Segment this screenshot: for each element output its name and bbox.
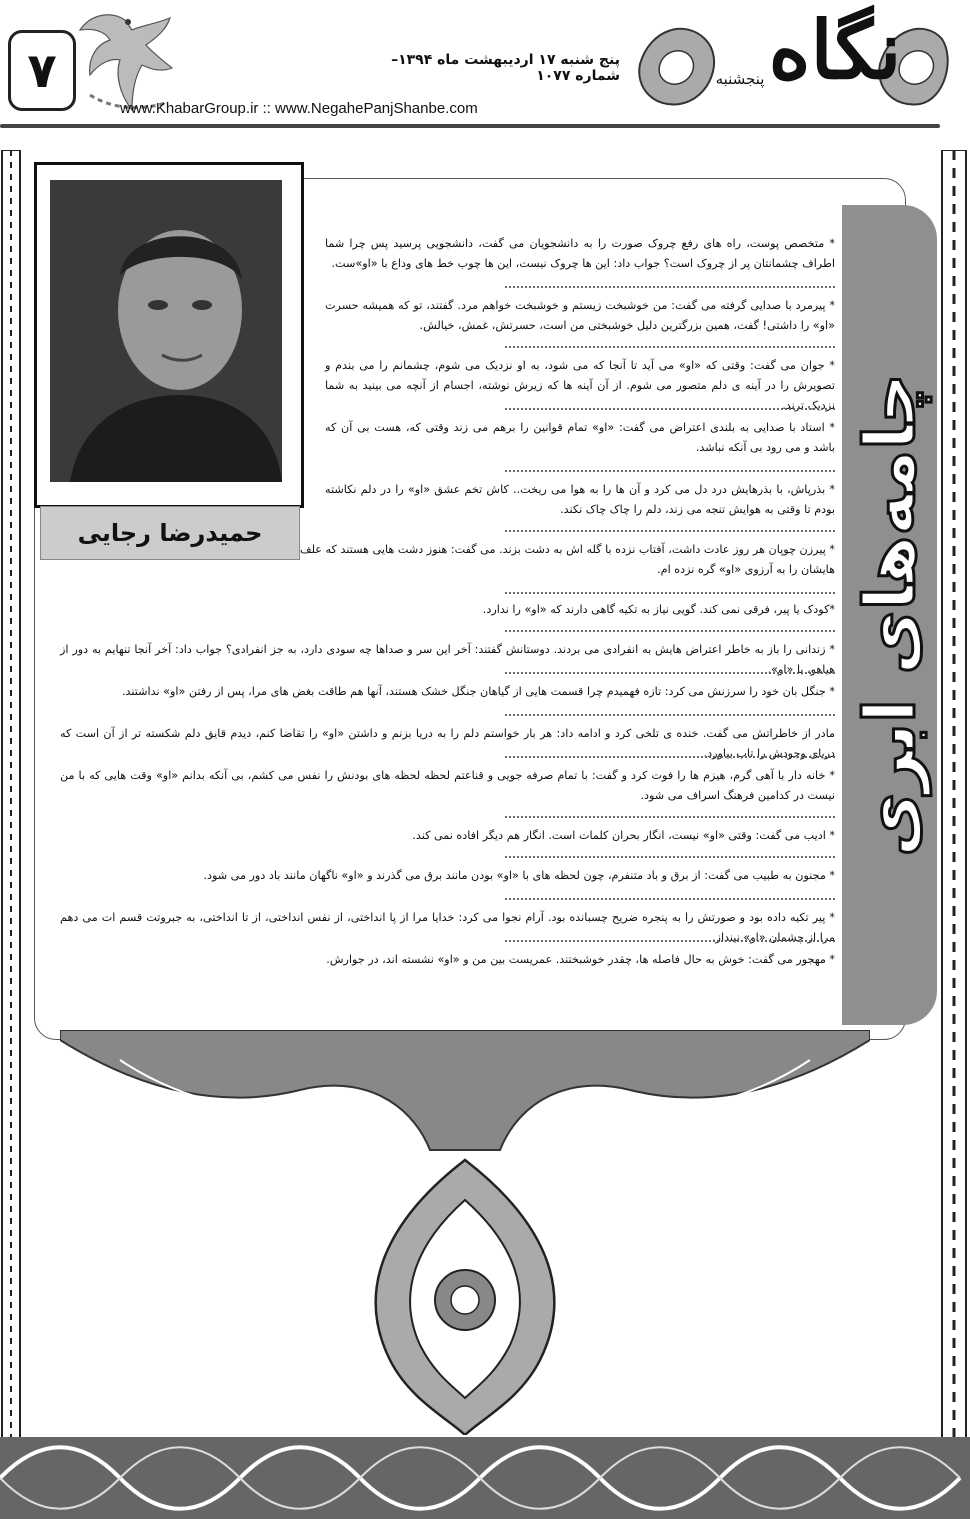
bottom-arabesque-band-icon [0, 1437, 970, 1519]
paragraph-5: * بذرپاش، با بذرهایش درد دل می کرد و آن ها را به هوا می ریخت.. کاش تخم عشق «او» را در دلم نکاشته بودم تا وقتی به هوایش تنجه می زند، دلم را چاک چاک نکند. [325, 483, 835, 516]
paragraph-3: * جوان می گفت: وقتی که «او» می آید تا آنجا که می شود، به او نزدیک می شوم، چشمانم را می بندم و تصویرش را در آینه ی دلم متصور می شوم. از آن آینه ها که زیرش نوشته، اجسام از آنچه می بینید به شما نزدیک ترند. [325, 359, 835, 412]
separator [505, 672, 835, 674]
paragraph-1: * متخصص پوست، راه های رفع چروک صورت را به دانشجویان می گفت، دانشجویی پرسید پس چرا شما اطراف چشمانتان پر از چروک است؟ جواب داد: این ها چروک نیست، این ها چوب خط های وداع با «او»ست. [325, 237, 835, 270]
date-issue: پنج شنبه ۱۷ اردیبهشت ماه ۱۳۹۴– شماره ۱۰۷۷ [391, 52, 620, 84]
separator [505, 940, 835, 942]
author-portrait [50, 180, 282, 482]
paragraph-11: * خانه دار با آهی گرم، هیزم ها را فوت کرد و گفت: با تمام صرفه جویی و قناعتم لحظه لحظه های بودنش را نفس می کشم، بی آنکه بدانم «او» وقت هایی که با من نیست در کدامین فرهنگ اسراف می شود. [60, 769, 835, 802]
paragraph-13: * مجنون به طبیب می گفت: از برق و باد متنفرم، چون لحظه های با «او» بودن مانند برق می گذرند و «او» ناگهان مانند باد دور می شود. [203, 869, 835, 882]
section-title-wrap [842, 205, 937, 1025]
separator [505, 470, 835, 472]
separator [505, 630, 835, 632]
paragraph-15: * مهجور می گفت: خوش به حال فاصله ها، چقدر خوشبختند. عمریست بین من و «او» نشسته اند، در جوارش. [326, 953, 835, 966]
separator [505, 592, 835, 594]
paragraph-7: *کودک یا پیر، فرقی نمی کند. گویی نیاز به تکیه گاهی دارند که «او» را ندارد. [482, 603, 835, 616]
paragraph-4: * استاد با صدایی به بلندی اعتراض می گفت: «او» تمام قوانین را برهم می زند وقتی که، هست بی آن که باشد و می رود بی آنکه نباشد. [325, 421, 835, 454]
separator [505, 530, 835, 532]
logo-subtitle: پنجشنبه [715, 70, 765, 88]
separator [505, 756, 835, 758]
separator [505, 714, 835, 716]
author-name: حمیدرضا رجایی [77, 519, 263, 547]
paragraph-12: * ادیب می گفت: وقتی «او» نیست، انگار بحران کلمات است. انگار هم دیگر افاده نمی کند. [412, 829, 835, 842]
separator [505, 816, 835, 818]
page-number: ۷ [8, 30, 76, 111]
separator [505, 346, 835, 348]
author-caption-box [40, 506, 300, 560]
arabesque-ornament-icon [60, 1030, 870, 1435]
paragraph-6: * پیرزن چوپان هر روز عادت داشت، آفتاب نزده با گله اش به دشت بزند. می گفت: هنوز دشت هایی هستند که علف هایشان را به آرزوی «او» گره نزده ام. [300, 543, 835, 576]
paragraph-2: * پیرمرد با صدایی گرفته می گفت: من خوشبخت زیستم و خوشبخت خواهم مرد. گفتند، تو که همیشه حسرت «او» را داشتی! گفت، همین بزرگترین دلیل خوشبختی من است، حسرتش، غمش، خیالش. [325, 299, 835, 332]
section-title: چامه‌های ابری [848, 373, 931, 857]
separator [505, 856, 835, 858]
separator [505, 408, 835, 410]
paragraph-10: مادر از خاطراتش می گفت. خنده ی تلخی کرد و ادامه داد: هر بار خواستم دلم را به دریا بزنم و داشتن «او» را تقاضا کنم، دیدم قایق دلم شکسته تر از آن است که دریای وجودش را تاب بیاورد. [60, 727, 835, 760]
header-divider [0, 124, 940, 128]
logo-title: نگاه [768, 3, 902, 97]
website-urls[interactable]: www.KhabarGroup.ir :: www.NegahePanjShanbe.com [120, 100, 478, 117]
right-ornament-border-icon [938, 150, 970, 1440]
separator [505, 898, 835, 900]
paragraph-8: * زندانی را باز به خاطر اعتراض هایش به انفرادی می بردند. دوستانش گفتند: آخر این سر و صداها چه سودی دارد، به جز انفرادی؟ جواب داد: آخر آنجا تنهایم به دور از هیاهو، با «او». [60, 643, 835, 676]
paragraph-9: * جنگل بان خود را سرزنش می کرد: تازه فهمیدم چرا قسمت هایی از گیاهان جنگل خشک هستند، آنها هم طاقت بغض های مرا، پس از رفتن «او» نداشتند. [121, 685, 835, 698]
separator [505, 286, 835, 288]
paragraph-14: * پیر تکیه داده بود و صورتش را به پنجره ضریح چسبانده بود. آرام نجوا می کرد: خدایا مرا از پا انداختی، از نفس انداختی، از تا انداختی، به جبروتت قسم ات می دهم مرا از چشمان «او» نینداز. [60, 911, 835, 944]
left-ornament-border-icon [0, 150, 22, 1440]
